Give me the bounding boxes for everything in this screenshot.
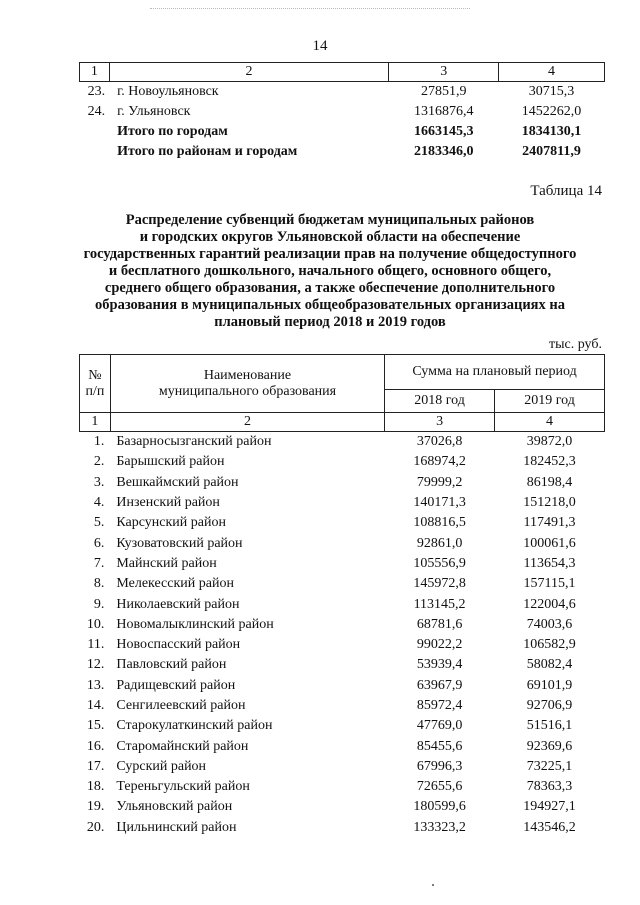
- table-row: [80, 655, 605, 675]
- row-value-2019: 113654,3: [523, 555, 576, 571]
- row-name: Новоспасский район: [116, 637, 241, 653]
- index-4: 4: [495, 413, 605, 432]
- row-value-2018: 133323,2: [413, 819, 466, 835]
- row-name: Ульяновский район: [116, 799, 233, 815]
- row-name: Кузоватовский район: [116, 535, 243, 551]
- table-row: [80, 615, 605, 635]
- header-row: [80, 355, 605, 390]
- row-value-2018: 68781,6: [416, 616, 463, 632]
- table-row: [80, 452, 605, 472]
- header-year-2019: 2019 год: [495, 390, 605, 413]
- row-num: 4.: [93, 495, 105, 511]
- row-value-2018: 99022,2: [416, 637, 463, 653]
- row-value-2019: 1834130,1: [521, 124, 582, 139]
- row-num: 11.: [87, 637, 105, 653]
- row-name: Итого по районам и городам: [117, 144, 298, 159]
- row-value-2019: 39872,0: [526, 434, 573, 450]
- table-row: [80, 777, 605, 797]
- row-num: 9.: [93, 596, 105, 612]
- row-name: Тереньгульский район: [116, 779, 250, 795]
- header-year-2018: 2018 год: [385, 390, 495, 413]
- row-name: Цильнинский район: [116, 819, 237, 835]
- row-name: Новомалыклинский район: [116, 616, 274, 632]
- row-name: Базарносызганский район: [116, 434, 272, 450]
- table-row: [80, 736, 605, 756]
- col-index-2: 2: [109, 63, 389, 82]
- scan-dot: [432, 884, 434, 886]
- row-value-2018: 79999,2: [416, 474, 463, 490]
- row-value-2019: 92706,9: [526, 698, 573, 713]
- continuation-row: [80, 102, 605, 122]
- col-index-1: 1: [80, 63, 110, 82]
- col-index-3: 3: [389, 63, 499, 82]
- row-value-2018: 85455,6: [416, 738, 463, 754]
- row-num: 15.: [86, 718, 105, 734]
- row-num: [80, 142, 110, 162]
- row-num: 13.: [86, 677, 105, 693]
- row-value-2018: 92861,0: [416, 535, 463, 551]
- row-value-2019: 194927,1: [523, 799, 576, 815]
- row-name: Сенгилеевский район: [116, 698, 246, 713]
- row-value-2019: 86198,4: [526, 474, 573, 490]
- row-num: 12.: [86, 657, 105, 673]
- row-name: Вешкаймский район: [116, 474, 239, 490]
- row-num: 6.: [93, 535, 105, 551]
- row-value-2018: 1316876,4: [413, 104, 474, 119]
- header-num-line2: п/п: [85, 383, 105, 399]
- scan-artifact-line: [150, 8, 470, 10]
- table-row: [80, 473, 605, 493]
- row-num: [80, 122, 110, 142]
- title-line: государственных гарантий реализации прав на получение общедоступного: [83, 246, 577, 262]
- row-name: г. Ульяновск: [117, 104, 191, 119]
- col-index-4: 4: [499, 63, 605, 82]
- row-value-2019: 122004,6: [523, 596, 576, 612]
- row-num: 5.: [93, 515, 105, 531]
- row-value-2019: 117491,3: [523, 515, 576, 531]
- title-line: плановый период 2018 и 2019 годов: [214, 314, 446, 330]
- row-value-2018: 27851,9: [420, 84, 467, 99]
- header-sum: Сумма на плановый период: [385, 355, 605, 390]
- table-number: Таблица 14: [530, 183, 602, 199]
- row-value-2019: 51516,1: [526, 718, 573, 734]
- row-num: 8.: [93, 576, 105, 592]
- continuation-row: [80, 122, 605, 142]
- table-row: [80, 676, 605, 696]
- row-value-2019: 100061,6: [523, 535, 576, 551]
- header-num: [80, 355, 111, 413]
- page-number: 14: [312, 38, 328, 54]
- row-value-2019: 151218,0: [523, 495, 576, 511]
- row-value-2019: 74003,6: [526, 616, 573, 632]
- row-num: 14.: [86, 698, 105, 713]
- row-value-2019: 73225,1: [526, 758, 573, 774]
- row-value-2018: 168974,2: [413, 454, 466, 470]
- header-num-line1: №: [88, 367, 102, 383]
- index-row: [80, 413, 605, 432]
- row-value-2018: 47769,0: [416, 718, 463, 734]
- table-row: [80, 757, 605, 777]
- row-num: 23.: [87, 84, 106, 99]
- row-num: 18.: [86, 779, 105, 795]
- row-value-2019: 30715,3: [528, 84, 575, 99]
- row-value-2019: 1452262,0: [521, 104, 582, 119]
- row-value-2019: 157115,1: [523, 576, 576, 592]
- row-value-2018: 180599,6: [413, 799, 466, 815]
- title-line: и бесплатного дошкольного, начального общего, основного общего,: [108, 263, 552, 279]
- row-value-2018: 1663145,3: [413, 124, 474, 139]
- row-value-2018: 140171,3: [413, 495, 466, 511]
- index-1: 1: [80, 413, 111, 432]
- row-value-2018: 2183346,0: [413, 144, 474, 159]
- row-name: Старомайнский район: [116, 738, 249, 754]
- row-value-2018: 63967,9: [416, 677, 463, 693]
- title-line: Распределение субвенций бюджетам муниципальных районов: [125, 212, 535, 228]
- row-num: 24.: [87, 104, 106, 119]
- row-name: Барышский район: [116, 454, 225, 470]
- row-value-2019: 69101,9: [526, 677, 573, 693]
- row-num: 3.: [93, 474, 105, 490]
- table-row: [80, 797, 605, 817]
- row-num: 1.: [93, 434, 105, 450]
- row-num: 17.: [86, 758, 105, 774]
- row-num: 19.: [86, 799, 105, 815]
- table-row: [80, 493, 605, 513]
- title-line: образования в муниципальных общеобразовательных организациях на: [95, 297, 565, 313]
- continuation-row: [80, 142, 605, 162]
- header-name-line2: муниципального образования: [158, 383, 337, 399]
- row-value-2019: 92369,6: [526, 738, 573, 754]
- table-row: [80, 513, 605, 533]
- table-row: [80, 716, 605, 736]
- row-value-2018: 37026,8: [416, 434, 463, 450]
- row-name: Итого по городам: [117, 124, 228, 139]
- row-value-2019: 182452,3: [523, 454, 576, 470]
- row-num: 7.: [93, 555, 105, 571]
- row-value-2018: 113145,2: [413, 596, 466, 612]
- row-num: 20.: [86, 819, 105, 835]
- title-line: среднего общего образования, а также обеспечение дополнительного: [104, 280, 556, 296]
- row-name: Радищевский район: [116, 677, 236, 693]
- continuation-header-row: [80, 63, 605, 82]
- title-line: и городских округов Ульяновской области на обеспечение: [139, 229, 521, 245]
- row-name: Майнский район: [116, 555, 217, 571]
- table-title: [60, 212, 600, 331]
- row-name: Инзенский район: [116, 495, 220, 511]
- row-value-2018: 72655,6: [416, 779, 463, 795]
- index-2: 2: [110, 413, 384, 432]
- table-row: [80, 818, 605, 838]
- row-value-2018: 85972,4: [416, 698, 463, 713]
- table-row: [80, 696, 605, 716]
- row-name: Карсунский район: [116, 515, 226, 531]
- header-name-line1: Наименование: [203, 367, 292, 383]
- table-row: [80, 594, 605, 614]
- row-name: Николаевский район: [116, 596, 240, 612]
- row-value-2018: 67996,3: [416, 758, 463, 774]
- table-row: [80, 635, 605, 655]
- row-value-2019: 143546,2: [523, 819, 576, 835]
- table-row: [80, 574, 605, 594]
- row-value-2019: 58082,4: [526, 657, 573, 673]
- row-value-2019: 78363,3: [526, 779, 573, 795]
- row-value-2018: 145972,8: [413, 576, 466, 592]
- row-num: 10.: [86, 616, 105, 632]
- row-name: Сурский район: [116, 758, 207, 774]
- unit-label: тыс. руб.: [549, 337, 602, 352]
- row-name: Мелекесский район: [116, 576, 234, 592]
- continuation-row: [80, 82, 605, 103]
- row-name: Старокулаткинский район: [116, 718, 273, 734]
- index-3: 3: [385, 413, 495, 432]
- row-value-2019: 2407811,9: [522, 144, 581, 159]
- row-value-2019: 106582,9: [523, 637, 576, 653]
- continuation-table: [79, 62, 605, 162]
- table-row: [80, 554, 605, 574]
- row-name: г. Новоульяновск: [117, 84, 219, 99]
- row-num: 16.: [86, 738, 105, 754]
- row-value-2018: 108816,5: [413, 515, 466, 531]
- row-name: Павловский район: [116, 657, 227, 673]
- table-row: [80, 432, 605, 453]
- table-row: [80, 533, 605, 553]
- row-value-2018: 105556,9: [413, 555, 466, 571]
- subvention-table: [79, 354, 605, 838]
- row-value-2018: 53939,4: [416, 657, 463, 673]
- header-name: [110, 355, 384, 413]
- row-num: 2.: [93, 454, 105, 470]
